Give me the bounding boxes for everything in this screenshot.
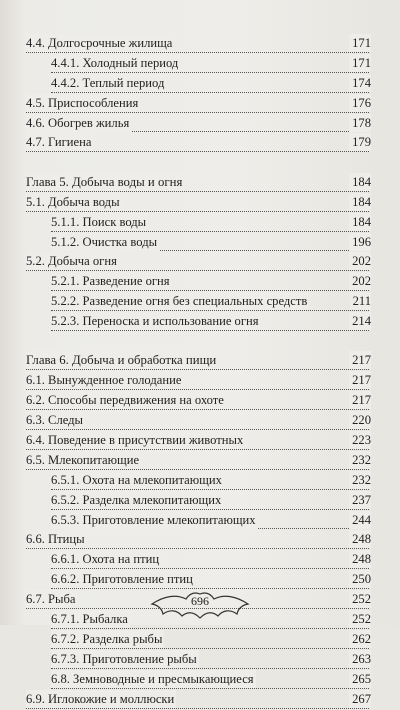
toc-entry-label: 4.4.1. Холодный период [51,55,179,70]
toc-entry-page: 211 [350,292,371,310]
toc-entry[interactable] [0,650,400,670]
toc-entry-page: 202 [349,272,371,290]
toc-entry[interactable] [0,114,400,134]
toc-entry-label: 6.9. Иглокожие и моллюски [26,691,175,706]
toc-entry-label: 4.4.2. Теплый период [51,75,165,90]
toc-entry-label: 5.1.1. Поиск воды [51,214,147,229]
toc-entry[interactable] [0,213,400,233]
toc-entry[interactable] [0,292,400,312]
toc-entry-page: 174 [349,74,371,92]
toc-entry-label: 6.7.3. Приготовление рыбы [51,651,197,666]
toc-entry[interactable] [0,312,400,332]
toc-entry[interactable] [0,451,400,471]
toc-entry-label: 5.1.2. Очистка воды [51,234,158,249]
toc-entry[interactable] [0,54,400,74]
toc-entry-page: 262 [349,630,371,648]
toc-entry-label: 6.7. Рыба [26,592,76,607]
toc-entry-page: 244 [349,511,371,529]
toc-entry-page: 263 [349,650,371,668]
toc-entry-page: 232 [349,471,371,489]
toc-entry-label: 4.6. Обогрев жилья [26,115,130,130]
toc-entry[interactable] [0,570,400,590]
toc-entry-page: 179 [349,133,371,151]
toc-entry-label: 5.2.3. Переноска и использование огня [51,314,259,329]
page-footer [0,590,400,620]
toc-entry-page: 176 [349,94,371,112]
toc-entry-label: 6.7.1. Рыбалка [51,612,128,627]
toc-entry-label: 6.6.2. Приготовление птиц [51,572,193,587]
toc-entry-label: 6.8. Земноводные и пресмыкающиеся [51,671,254,686]
toc-entry-label: Глава 6. Добыча и обработка пищи [26,353,217,368]
toc-entry-label: 5.2.2. Разведение огня без специальных средств [51,294,308,309]
toc-entry[interactable] [0,431,400,451]
toc-entry-page: 265 [349,670,371,688]
toc-entry-page: 217 [349,371,371,389]
toc-entry-label: 6.5.3. Приготовление млекопитающих [51,512,256,527]
toc-entry-page: 214 [349,312,371,330]
toc-entry-label: 6.2. Способы передвижения на охоте [26,393,224,408]
toc-entry-page: 217 [349,391,371,409]
toc-entry-label: 5.1. Добыча воды [26,194,120,209]
toc-entry-label: 6.6.1. Охота на птиц [51,552,160,567]
toc-entry-label: 6.4. Поведение в присутствии животных [26,433,244,448]
toc-entry-page: 248 [349,530,371,548]
toc-entry[interactable] [0,511,400,531]
section-spacer [0,153,400,173]
toc-entry-page: 267 [349,690,371,708]
toc-entry-page: 171 [349,54,371,72]
toc-entry-label: 4.7. Гигиена [26,135,92,150]
toc-entry[interactable] [0,371,400,391]
toc-entry[interactable] [0,530,400,550]
toc-entry-label: 5.2. Добыча огня [26,254,117,269]
toc-entry[interactable] [0,471,400,491]
toc-entry[interactable] [0,34,400,54]
toc-entry-label: 6.5.1. Охота на млекопитающих [51,472,222,487]
toc-entry-page: 252 [349,610,371,628]
toc-entry[interactable] [0,411,400,431]
toc-entry-label: 6.3. Следы [26,413,84,428]
toc-entry-label: 4.5. Приспособления [26,95,139,110]
toc-entry[interactable] [0,491,400,511]
toc-entry[interactable] [0,690,400,710]
toc-entry[interactable] [0,391,400,411]
toc-entry[interactable] [0,233,400,253]
toc-entry[interactable] [0,252,400,272]
toc-entry[interactable] [0,550,400,570]
toc-entry-page: 178 [349,114,371,132]
toc-entry-page: 184 [349,193,371,211]
toc-entry[interactable] [0,193,400,213]
toc-entry-page: 252 [349,590,371,608]
toc-entry[interactable] [0,630,400,650]
toc-entry-page: 223 [349,431,371,449]
page-number: 696 [191,594,209,608]
toc-entry-label: 6.5.2. Разделка млекопитающих [51,492,222,507]
section-spacer [0,332,400,352]
toc-entry-page: 232 [349,451,371,469]
toc-entry-page: 250 [349,570,371,588]
toc-entry-page: 248 [349,550,371,568]
toc-entry-page: 202 [349,252,371,270]
toc-entry-page: 196 [349,233,371,251]
toc-entry[interactable] [0,74,400,94]
toc-entry[interactable] [0,272,400,292]
toc-entry-page: 184 [349,213,371,231]
toc-entry[interactable] [0,94,400,114]
toc-entry-page: 184 [349,173,371,191]
toc-entry-page: 237 [349,491,371,509]
toc-entry-page: 220 [349,411,371,429]
toc-entry-page: 217 [349,351,371,369]
toc-entry[interactable] [0,133,400,153]
toc-entry-label: Глава 5. Добыча воды и огня [26,174,183,189]
toc-entry-label: 6.7.2. Разделка рыбы [51,631,163,646]
toc-entry-page: 171 [349,34,371,52]
toc-entry[interactable] [0,670,400,690]
toc-entry-label: 6.6. Птицы [26,532,85,547]
toc-chapter-entry[interactable] [0,173,400,193]
toc-entry-label: 6.5. Млекопитающие [26,452,140,467]
toc-entry-label: 5.2.1. Разведение огня [51,274,170,289]
toc-entry-label: 4.4. Долгосрочные жилища [26,36,173,50]
toc-entry-label: 6.1. Вынужденное голодание [26,373,182,388]
toc-chapter-entry[interactable] [0,351,400,371]
